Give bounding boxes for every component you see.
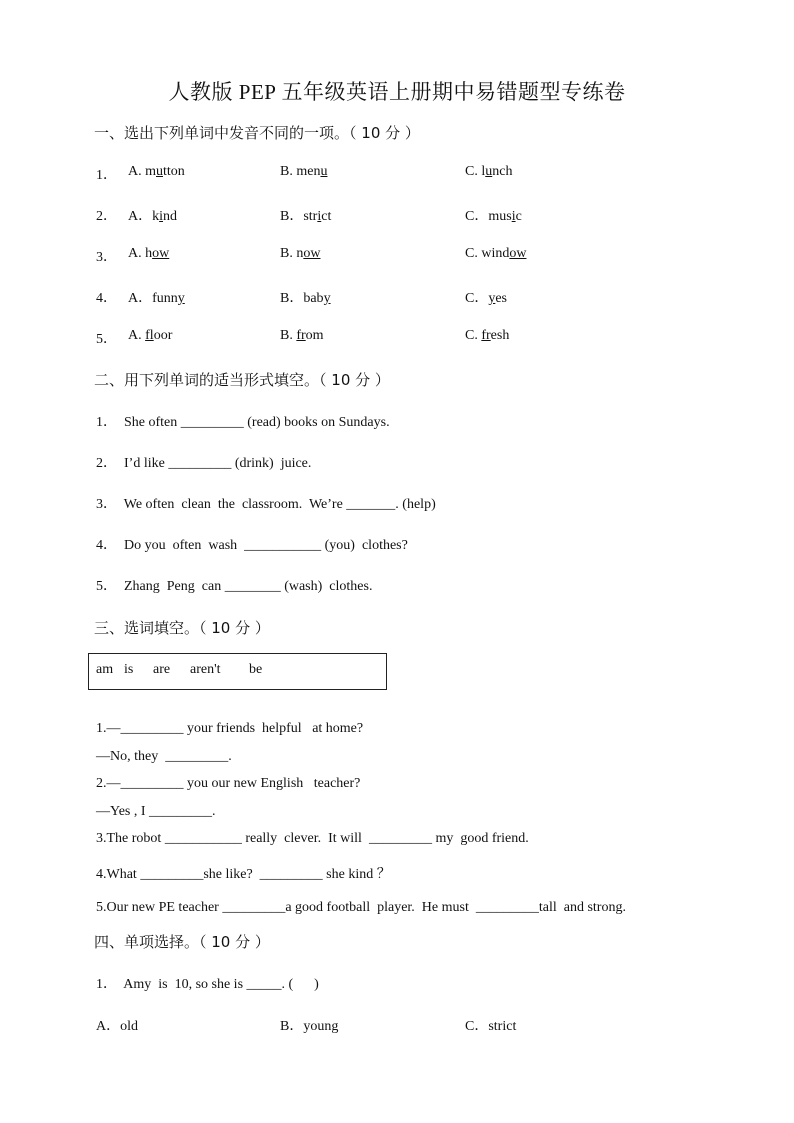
p4-option-c: C．strict: [465, 1019, 517, 1034]
p2-question-1: 1． She often _________ (read) books on Sundays.: [96, 415, 390, 430]
p2-question-5: 5． Zhang Peng can ________ (wash) clothes.: [96, 579, 373, 594]
p2-question-3: 3． We often clean the classroom. We’re _______. (help): [96, 497, 436, 512]
option-c: C．music: [465, 209, 522, 224]
option-b: B. from: [280, 328, 324, 343]
p1-question-3: [0, 246, 794, 266]
p3-question-5: 5.Our new PE teacher _________a good football player. He must _________tall and strong.: [96, 900, 626, 915]
p4-question-1: 1． Amy is 10, so she is _____. ( ): [96, 977, 319, 992]
word-bank-box: [88, 653, 387, 690]
section-heading-2: 二、用下列单词的适当形式填空。（ 10 分 ）: [94, 371, 390, 389]
question-number: 1．: [96, 168, 117, 183]
section-heading-3: 三、选词填空。（ 10 分 ）: [94, 619, 270, 637]
p4-option-b: B．young: [280, 1019, 339, 1034]
question-number: 3．: [96, 250, 117, 265]
section-heading-4: 四、单项选择。（ 10 分 ）: [94, 933, 270, 951]
p3-question-1: 1.—_________ your friends helpful at home?: [96, 721, 364, 736]
p3-question-2: 2.—_________ you our new English teacher?: [96, 776, 361, 791]
option-a: A．kind: [128, 209, 178, 224]
option-c: C. window: [465, 246, 527, 261]
option-a: A. mutton: [128, 164, 185, 179]
question-number: 4．: [96, 291, 117, 306]
option-b: B．strict: [280, 209, 332, 224]
word-bank-item: am: [96, 662, 114, 677]
p2-question-2: 2． I’d like _________ (drink) juice.: [96, 456, 312, 471]
option-b: B. now: [280, 246, 321, 261]
p4-option-a: A．old: [96, 1019, 138, 1034]
p1-question-4: [0, 287, 794, 307]
option-c: C. lunch: [465, 164, 513, 179]
option-b: B. menu: [280, 164, 328, 179]
option-a: A. how: [128, 246, 170, 261]
p1-question-1: [0, 164, 794, 184]
p3-answer-1: —No, they _________.: [96, 749, 232, 764]
option-a: A. floor: [128, 328, 173, 343]
word-bank-item: be: [249, 662, 263, 677]
question-number: 2．: [96, 209, 117, 224]
section-heading-1: 一、选出下列单词中发音不同的一项。（ 10 分 ）: [94, 124, 420, 142]
option-c: C. fresh: [465, 328, 510, 343]
word-bank-item: is: [124, 662, 134, 677]
p1-question-2: [0, 205, 794, 225]
p3-question-3: 3.The robot ___________ really clever. It will _________ my good friend.: [96, 831, 529, 846]
option-c: C．yes: [465, 291, 508, 306]
option-b: B．baby: [280, 291, 331, 306]
page-title: 人教版 PEP 五年级英语上册期中易错题型专练卷: [168, 80, 626, 104]
option-a: A．funny: [128, 291, 185, 306]
p3-answer-2: —Yes , I _________.: [96, 804, 216, 819]
question-number: 5．: [96, 332, 117, 347]
p1-question-5: [0, 328, 794, 348]
word-bank-item: are: [153, 662, 171, 677]
p2-question-4: 4． Do you often wash ___________ (you) clothes?: [96, 538, 408, 553]
p3-question-4: 4.What _________she like? _________ she kind ？: [96, 867, 391, 882]
word-bank-item: aren't: [190, 662, 221, 677]
